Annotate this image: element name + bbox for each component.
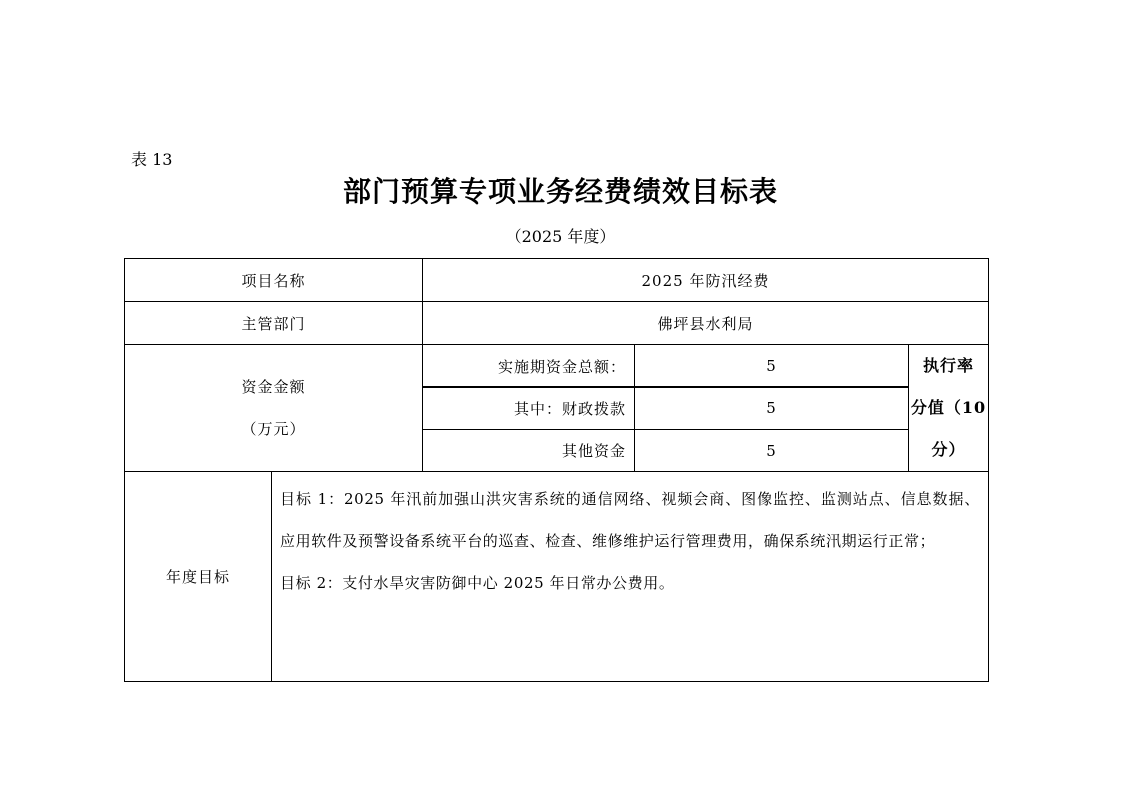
annual-goal-content <box>271 471 989 682</box>
department-label: 主管部门 <box>124 301 423 345</box>
funds-total-label: 实施期资金总额： <box>422 344 635 388</box>
goal-item: 目标 1：2025 年汛前加强山洪灾害系统的通信网络、视频会商、图像监控、监测站点、信息数据、应用软件及预警设备系统平台的巡查、检查、维修维护运行管理费用，确保系统汛期运行正常； <box>280 490 980 550</box>
funds-total-value: 5 <box>634 344 909 388</box>
funds-label-line1: 资金金额 <box>241 378 306 396</box>
page-subtitle: （2025 年度） <box>505 227 616 246</box>
funds-label <box>124 344 423 472</box>
execution-rate-score-label <box>908 344 989 472</box>
project-name-label: 项目名称 <box>124 258 423 302</box>
funds-other-value: 5 <box>634 429 909 472</box>
score-label-line2: 分值（10 <box>910 398 987 417</box>
page-title: 部门预算专项业务经费绩效目标表 <box>342 175 778 208</box>
department-value: 佛坪县水利局 <box>422 301 989 345</box>
funds-fiscal-label: 其中：财政拨款 <box>422 386 635 430</box>
annual-goal-label: 年度目标 <box>124 471 272 682</box>
score-label-line1: 执行率 <box>922 356 974 375</box>
funds-fiscal-value: 5 <box>634 386 909 430</box>
project-name-value: 2025 年防汛经费 <box>422 258 989 302</box>
funds-other-label: 其他资金 <box>422 429 635 472</box>
table-number: 表 13 <box>131 150 173 169</box>
funds-label-line2: （万元） <box>241 420 306 438</box>
goal-item: 目标 2：支付水旱灾害防御中心 2025 年日常办公费用。 <box>280 574 675 592</box>
score-label-line3: 分） <box>931 440 966 459</box>
performance-target-table <box>125 259 990 682</box>
